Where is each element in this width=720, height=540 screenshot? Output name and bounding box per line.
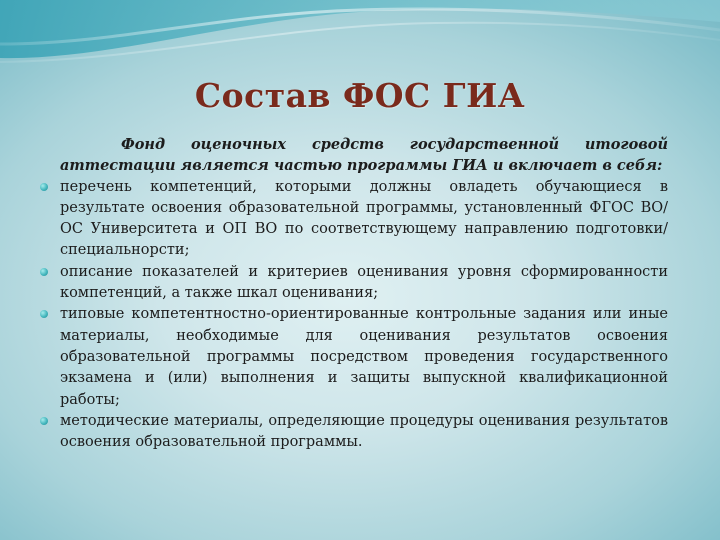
list-item [35,411,668,454]
bullet-icon [40,310,48,318]
slide-title: Состав ФОС ГИА [194,76,526,115]
slide-body [35,134,668,453]
bullet-icon [40,268,48,276]
list-item-text: описание показателей и критериев оценивания уровня сформированности компетенций, а также шкал оценивания; [60,263,668,302]
list-item-text: типовые компетентностно-ориентированные контрольные задания или иные материалы, необходимые для оценивания результатов освоения образовательной программы посредством проведения государственного экзамена и (или) выполнения и защиты выпускной квалификационной работы; [60,306,668,408]
list-item [35,177,668,262]
bullet-list [35,177,668,454]
list-item-text: перечень компетенций, которыми должны овладеть обучающиеся в результате освоения образовательной программы, установленный ФГОС ВО/ОС Университета и ОП ВО по соответствующему направлению подготовки/специальнорсти; [60,178,668,259]
bullet-icon [40,183,48,191]
intro-paragraph: Фонд оценочных средств государственной итоговой аттестации является частью программы ГИА и включает в себя: [60,136,668,175]
list-item [35,304,668,410]
bullet-icon [40,417,48,425]
list-item-text: методические материалы, определяющие процедуры оценивания результатов освоения образовательной программы. [60,412,668,451]
list-item [35,262,668,305]
